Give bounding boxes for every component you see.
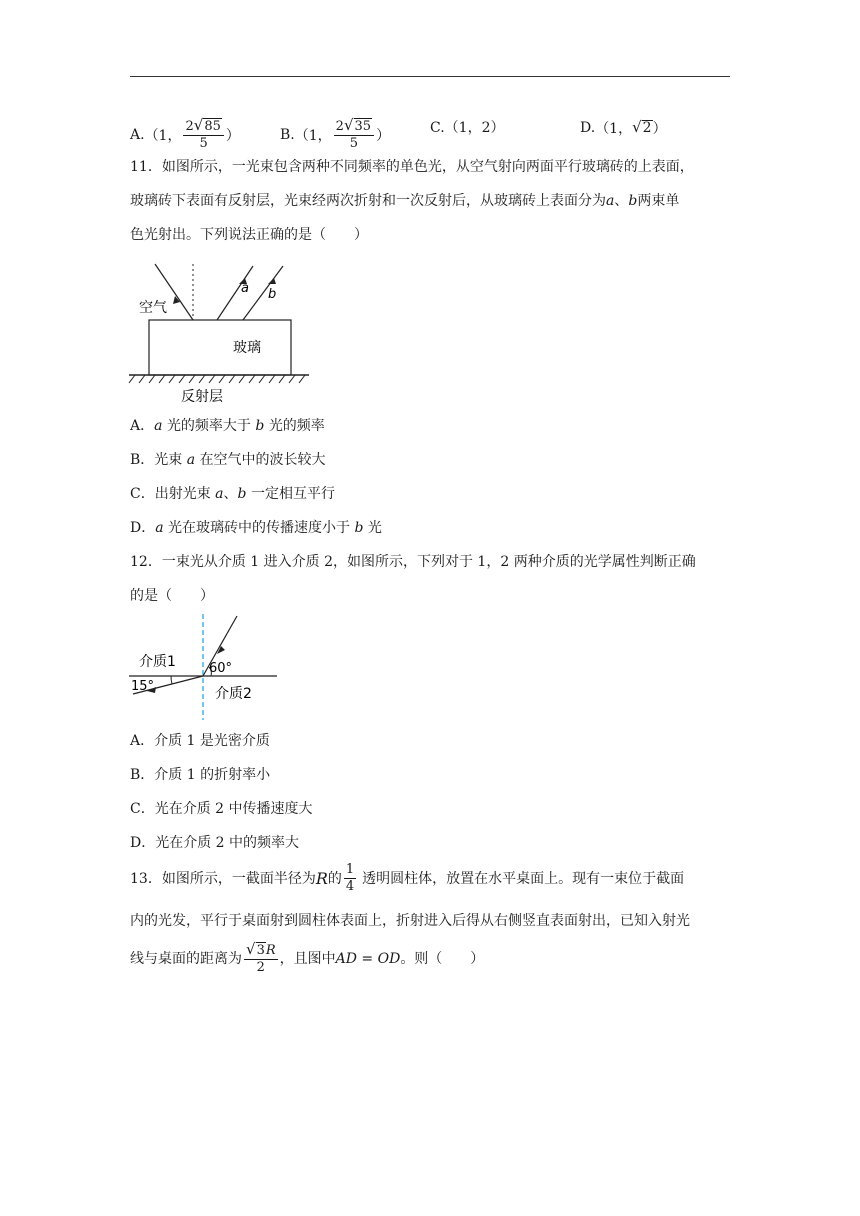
- coef: 2: [185, 119, 194, 134]
- fraction: 2 √ 35 5: [334, 118, 374, 152]
- option-text: 光: [367, 520, 382, 536]
- stem-text: 透明圆柱体，放置在水平桌面上。现有一束位于截面: [362, 870, 685, 887]
- option-text: 一定相互平行: [250, 486, 335, 502]
- q11-option-a: [130, 416, 325, 436]
- q11-stem-line1: 11．如图所示，一光束包含两种不同频率的单色光，从空气射向两面平行玻璃砖的上表面，: [130, 159, 694, 175]
- option-text: （1，: [144, 128, 182, 144]
- var-a: a: [606, 193, 615, 209]
- q10-option-c: [430, 118, 505, 138]
- option-text: 出射光束: [154, 486, 211, 502]
- var-b: b: [255, 418, 265, 434]
- q10-option-d: D. （1， √ 2 ）: [580, 118, 667, 137]
- denominator: 5: [349, 136, 358, 151]
- stem-text: 两束单: [637, 193, 680, 209]
- numerator: 1: [345, 862, 355, 877]
- fraction-sqrt3R-over-2: √ 3 R 2: [246, 940, 276, 975]
- q10-option-b: [280, 118, 390, 152]
- option-label: C.: [430, 120, 445, 136]
- denominator: 4: [345, 879, 355, 894]
- option-label: D．: [130, 520, 156, 536]
- option-label: B．: [130, 452, 155, 468]
- denominator: 5: [199, 136, 208, 151]
- coef: 2: [335, 119, 344, 134]
- arrow-icon: [268, 278, 276, 284]
- option-label: A．: [130, 418, 155, 434]
- radicand: 3: [256, 943, 265, 958]
- q12-stem-line1: 12．一束光从介质 1 进入介质 2，如图所示，下列对于 1，2 两种介质的光学属性判断正确: [130, 554, 696, 570]
- option-label: A.: [130, 127, 145, 143]
- q11-stem-line2: [130, 191, 679, 211]
- header-rule: [130, 76, 730, 77]
- option-text: 光的频率: [268, 418, 325, 434]
- var-a: a: [154, 418, 163, 434]
- q11-option-b: [130, 450, 326, 470]
- q12-option-a: A．介质 1 是光密介质: [130, 733, 270, 749]
- option-text: 光在玻璃砖中的传播速度小于: [168, 520, 351, 536]
- stem-text: 玻璃砖下表面有反射层，光束经两次折射和一次反射后，从玻璃砖上表面分为: [130, 193, 606, 209]
- q12-figure: [125, 612, 285, 724]
- q13-stem-line1: [130, 862, 684, 895]
- hatching: [129, 375, 305, 383]
- q12-option-d: D．光在介质 2 中的频率大: [130, 835, 300, 851]
- q11-option-c: [130, 484, 335, 504]
- stem-text: 的: [327, 870, 342, 887]
- label-a: a: [241, 281, 249, 296]
- ray-b: [243, 266, 283, 320]
- var-a: a: [155, 520, 164, 536]
- option-text: ）: [225, 128, 240, 144]
- option-text: （1，: [294, 128, 332, 144]
- var-R: R: [265, 943, 276, 958]
- label-angle-15: 15°: [131, 679, 155, 694]
- label-reflective-layer: 反射层: [181, 389, 223, 405]
- option-text: ）: [376, 128, 391, 144]
- label-medium2: 介质2: [215, 686, 252, 702]
- q11-stem-line3: 色光射出。下列说法正确的是（ ）: [130, 227, 368, 243]
- var-b: b: [354, 520, 364, 536]
- fraction-quarter: [344, 862, 356, 895]
- label-angle-60: 60°: [209, 661, 233, 676]
- label-medium1: 介质1: [139, 654, 176, 670]
- stem-text: 13．如图所示，一截面半径为: [130, 870, 316, 887]
- var-b: b: [628, 193, 638, 209]
- option-text: （1，2）: [444, 120, 505, 136]
- radicand: 85: [204, 119, 221, 134]
- var-R: R: [315, 868, 328, 888]
- fraction: 2 √ 85 5: [183, 118, 223, 152]
- var-b: b: [237, 486, 247, 502]
- equation: AD = OD: [335, 951, 401, 967]
- stem-text: 。则（ ）: [400, 951, 485, 967]
- glass-block: [149, 320, 291, 375]
- q12-option-b: B．介质 1 的折射率小: [130, 767, 271, 783]
- option-text: 在空气中的波长较大: [199, 452, 326, 468]
- label-b: b: [268, 287, 277, 302]
- option-text: （1，: [595, 121, 633, 137]
- stem-text: 、: [614, 193, 629, 209]
- denominator: 2: [256, 960, 265, 975]
- option-label: C．: [130, 486, 155, 502]
- var-a: a: [186, 452, 196, 468]
- option-label: B.: [280, 127, 295, 143]
- option-text: 、: [223, 486, 238, 502]
- q12-option-c: C．光在介质 2 中传播速度大: [130, 801, 313, 817]
- q11-figure: [125, 258, 325, 408]
- option-text: ）: [652, 121, 667, 137]
- label-glass: 玻璃: [233, 340, 261, 356]
- q10-option-a: [130, 118, 240, 152]
- q11-option-d: [130, 518, 382, 538]
- q12-stem-line2: 的是（ ）: [130, 588, 214, 604]
- option-text: 光的频率大于: [166, 418, 251, 434]
- option-text: 光束: [154, 452, 183, 468]
- angle-arc-15: [171, 676, 172, 684]
- stem-text: ，且图中: [279, 951, 336, 967]
- q13-stem-line2: 内的光发，平行于桌面射到圆柱体表面上，折射进入后得从右侧竖直表面射出，已知入射光: [130, 913, 690, 929]
- radicand: 2: [642, 120, 652, 136]
- radicand: 35: [354, 119, 372, 134]
- label-air: 空气: [139, 300, 167, 316]
- var-a: a: [215, 486, 224, 502]
- q13-stem-line3: [130, 942, 484, 976]
- option-label: D.: [580, 120, 596, 136]
- stem-text: 线与桌面的距离为: [130, 951, 242, 967]
